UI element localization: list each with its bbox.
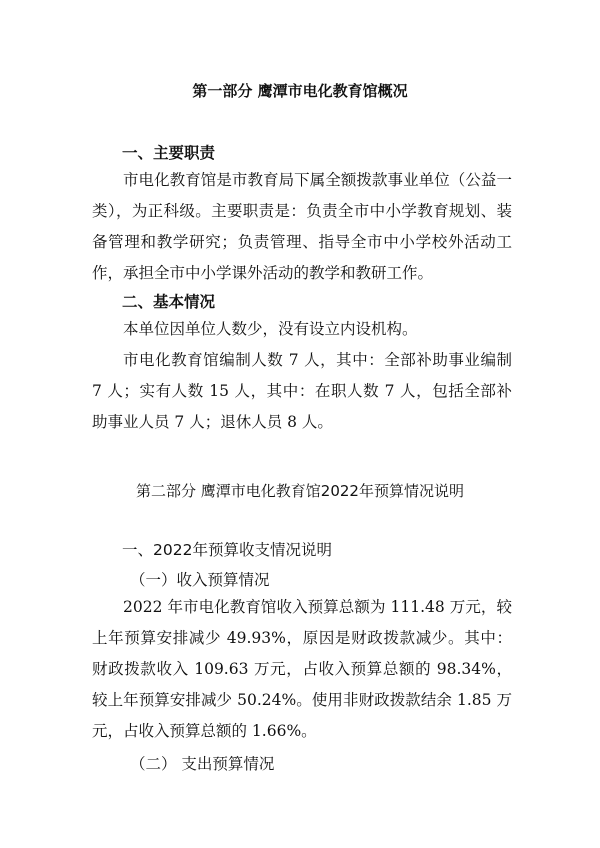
income-budget-paragraph: 2022 年市电化教育馆收入预算总额为 111.48 万元，较上年预算安排减少 49.93%，原因是财政拨款减少。其中：财政拨款收入 109.63 万元，占收入预算总额的 98.34%，较上年预算安排减少 50.24%。使用非财政拨款结余 1.85 万元，占收入预算总额的 1.66%。: [92, 598, 512, 740]
section-heading-basic-info: 二、基本情况: [122, 293, 216, 311]
basic-info-paragraph-2: 市电化教育馆编制人数 7 人，其中：全部补助事业编制 7 人；实有人数 15 人，其中：在职人数 7 人，包括全部补助事业人员 7 人；退休人员 8 人。: [92, 351, 512, 431]
part2-title: 第二部分 鹰潭市电化教育馆2022年预算情况说明: [136, 482, 464, 500]
section-heading-budget-overview: 一、2022年预算收支情况说明: [122, 541, 332, 559]
section-heading-main-duties: 一、主要职责: [122, 144, 216, 162]
subsection-heading-income: （一）收入预算情况: [130, 571, 270, 589]
subsection-heading-expenditure: （二） 支出预算情况: [130, 755, 275, 773]
part1-title: 第一部分 鹰潭市电化教育馆概况: [192, 82, 408, 100]
main-duties-paragraph: 市电化教育馆是市教育局下属全额拨款事业单位（公益一类），为正科级。主要职责是：负责全市中小学教育规划、装备管理和教学研究；负责管理、指导全市中小学校外活动工作，承担全市中小学课外活动的教学和教研工作。: [92, 171, 512, 282]
basic-info-paragraph-1: 本单位因单位人数少，没有设立内设机构。: [123, 320, 418, 338]
